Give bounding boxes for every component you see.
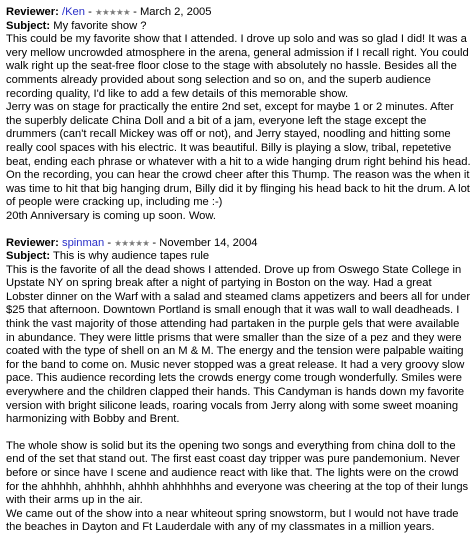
review-paragraph: The whole show is solid but its the opening two songs and everything from china doll to the end of the set that stand out. The first east coast day tripper was pure pandemonium. Never before or since have I scene and audience react with like that. The lights were on the crowd for the ahhhhh, ahhhhh, ahhhh ahhhhhhs and everyone was cheering at the top of their lungs with their arms up in the air. (6, 439, 469, 507)
reviewer-link[interactable]: spinman (61, 236, 105, 249)
star-rating: ★★★★★ (114, 237, 150, 248)
review-subject-line (6, 20, 471, 34)
review-date: - March 2, 2005 (130, 6, 212, 18)
review-paragraph: We came out of the show into a near whiteout spring snowstorm, but I would not have trade the beaches in Dayton and Ft Lauderdale with any of my classmates in a million years. (6, 507, 459, 534)
review-header (6, 237, 471, 251)
review-subject: My favorite show ? (53, 19, 147, 32)
review-subject: This is why audience tapes rule (53, 250, 210, 263)
review-header (6, 6, 471, 20)
review-paragraph: This could be my favorite show that I attended. I drove up solo and was so glad I did! It was a very mellow uncrowded atmosphere in the arena, general admission if I recall right. You could walk right up the seat-free floor close to the stage with absolutely no hassle. Besides all the comments already provided about song selection and so on, and the superb audience recording quality, I'd like to add a few details of this memorable show. (6, 33, 469, 100)
reviewer-link[interactable]: /Ken (61, 6, 85, 18)
review-paragraph: This is the favorite of all the dead shows I attended. Drove up from Oswego State College in Upstate NY on spring break after a night of partying in Boston on the way. Had a great Lobster dinner on the Warf with a salad and steamed clams appetizers and beers all for under $25 that afternoon. Downtown Portland is small enough that it was wall to wall deadheads. I think the vast majority of those attending had partaken in the purple gels that were available in abundance. They were little prisms that were smaller than the size of a pez and they were coated with the type of shell on an M & M. The energy and the tension were palpable waiting for the band to come on. Music never stopped was a great release. It had a very groovy slow pace. This audience recording lets the crowds energy come trough wonderfully. Smiles were everywhere and the children clapped their hands. This Candyman is hands down my favorite version with bright silicone leads, roaring vocals from Jerry along with some sweet moaning harmonizing with Bobby and Brent. (6, 263, 471, 426)
separator: - (104, 236, 115, 249)
review-paragraph: Jerry was on stage for practically the entire 2nd set, except for maybe 1 or 2 minutes. After the superbly delicate China Doll and a bit of a jam, everyone left the stage except the drummers (can't recall Mickey was off or not), and Jerry stayed, noodling and hitting some really cool spaces with his electric. It was beautiful. Billy is playing a slow, tribal, repetetive beat, ending each phrase or whatever with a hit to a wide hanging drum right behind his head. On the recording, you can hear the crowd cheer after this Thump. The reason was the when it was time to hit that big hanging drum, Billy did it by flinging his head back to hit the drum. A lot of people were cracking up, including me :-) (6, 101, 471, 209)
paragraph-gap (6, 427, 471, 440)
reviewer-label: Reviewer: (6, 6, 59, 18)
subject-label: Subject: (6, 19, 51, 32)
review (6, 237, 471, 535)
review (6, 6, 471, 224)
star-rating: ★★★★★ (94, 7, 131, 17)
review-subject-line (6, 250, 471, 264)
subject-label: Subject: (6, 250, 51, 263)
separator: - (84, 6, 95, 18)
reviewer-label: Reviewer: (6, 236, 59, 249)
review-paragraph: 20th Anniversary is coming up soon. Wow. (6, 209, 216, 222)
review-date: - November 14, 2004 (149, 236, 258, 249)
